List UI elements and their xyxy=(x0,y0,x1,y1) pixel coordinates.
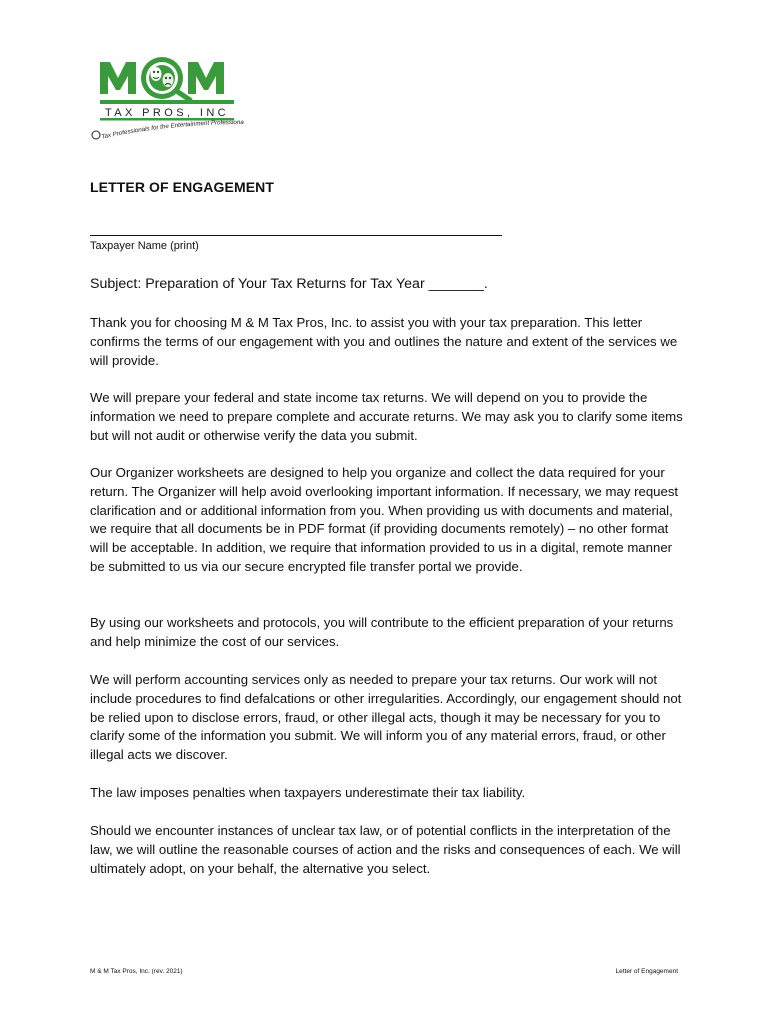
paragraph: By using our worksheets and protocols, you will contribute to the efficient preparation of your returns and help minimize the cost of our services. xyxy=(90,615,674,649)
document-title: LETTER OF ENGAGEMENT xyxy=(90,179,274,195)
logo-company-text: TAX PROS, INC xyxy=(104,107,230,119)
paragraph: Thank you for choosing M & M Tax Pros, Inc. to assist you with your tax preparation. This letter confirms the terms of our engagement with you and outlines the nature and extent of the services we will provide. xyxy=(90,315,678,368)
paragraph: We will perform accounting services only as needed to prepare your tax returns. Our work will not include procedures to find defalcations or other irregularities. Accordingly, our engagement should not be relied upon to disclose errors, fraud, or other illegal acts, though it may be necessary for you to clarify some of the information you submit. We will inform you of any material errors, fraud, or other illegal acts we discover. xyxy=(90,672,682,763)
footer-revision: M & M Tax Pros, Inc. (rev. 2021) xyxy=(90,968,183,975)
paragraph: Our Organizer worksheets are designed to help you organize and collect the data required for your return. The Organizer will help avoid overlooking important information. If necessary, we may request clarification and or additional information from you. When providing us with documents and material, we require that all documents be in PDF format (if providing documents remotely) – no other format will be acceptable. In addition, we require that information provided to us in a digital, remote manner be submitted to us via our secure encrypted file transfer portal we provide. xyxy=(90,465,679,574)
footer-doc-title: Letter of Engagement xyxy=(615,968,678,975)
logo-graphic xyxy=(86,54,248,146)
signature-label: Taxpayer Name (print) xyxy=(90,240,199,252)
company-logo xyxy=(86,54,248,146)
signature-line xyxy=(90,235,502,236)
paragraph: We will prepare your federal and state income tax returns. We will depend on you to provide the information we need to prepare complete and accurate returns. We may ask you to clarify some items but will not audit or otherwise verify the data you submit. xyxy=(90,390,683,443)
subject-line: Subject: Preparation of Your Tax Returns for Tax Year _______. xyxy=(90,276,488,292)
paragraph: Should we encounter instances of unclear tax law, or of potential conflicts in the interpretation of the law, we will outline the reasonable courses of action and the risks and consequences of each. We will ultimately adopt, on your behalf, the alternative you select. xyxy=(90,823,681,876)
logo-tagline: Tax Professionals for the Entertainment Professiona xyxy=(100,118,244,141)
paragraph: The law imposes penalties when taxpayers underestimate their tax liability. xyxy=(90,785,526,800)
